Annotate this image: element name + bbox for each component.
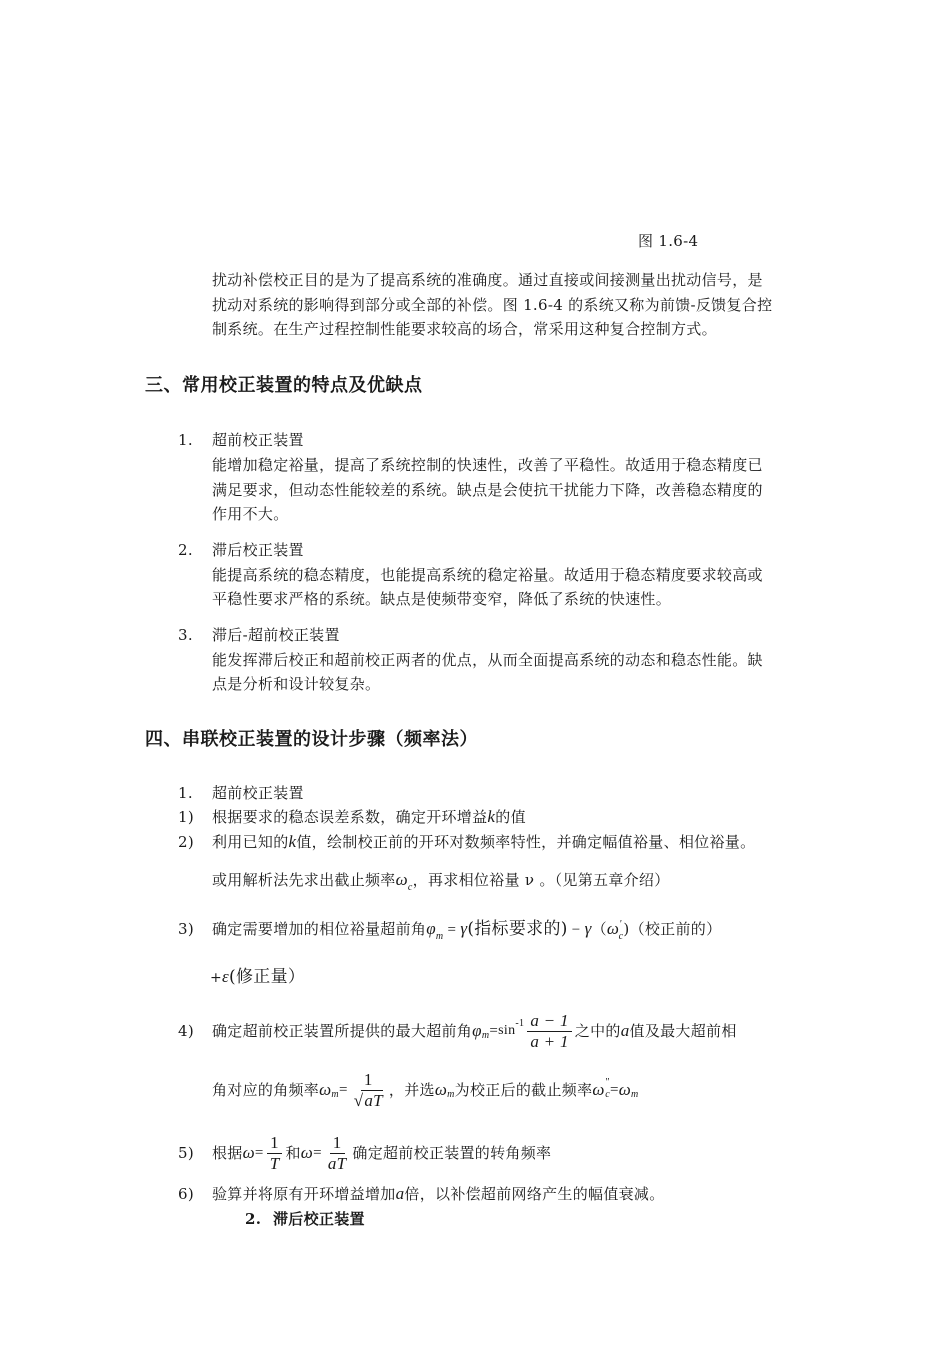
subscript-m: m [435,931,444,942]
equals-sign: = [254,1145,264,1161]
step-4-line2-b: ，并选 [388,1081,435,1099]
s3-item-2-line-2: 平稳性要求严格的系统。缺点是使频带变窄，降低了系统的快速性。 [212,590,672,608]
fraction-denominator [351,1091,386,1111]
section-4-heading: 四、串联校正装置的设计步骤（频率法） [145,729,478,750]
omega-symbol: ω [618,1080,632,1099]
step-6-num: 6) [178,1185,194,1203]
fraction-1-over-aT [325,1133,350,1174]
step-6-text-b: 倍，以补偿超前网络产生的幅值衰减。 [404,1185,665,1203]
omega-symbol: ω [434,1080,448,1099]
step-4-text-c: 值及最大超前相 [629,1022,737,1040]
sin-function: sin [498,1023,516,1038]
step-4-text-b: 之中的 [574,1022,621,1040]
omega-symbol: ω [300,1143,314,1162]
step-4-num: 4) [178,1022,194,1040]
section-3-heading: 三、常用校正装置的特点及优缺点 [145,375,423,396]
step-6-text [212,1182,665,1206]
double-prime-mark: " [604,1077,610,1088]
fraction-numerator: 1 [361,1070,376,1091]
step-3-text-a: 确定需要增加的相位裕量超前角 [212,920,427,938]
step-2-line-1 [212,830,755,854]
omega-symbol: ω [395,870,408,889]
step-3-text-b: （校正前的） [629,920,722,938]
fraction-1-over-sqrt-aT [351,1070,386,1111]
minus-sign: − [567,922,585,938]
step-2-num: 2) [178,833,194,851]
intro-line-1: 扰动补偿校正目的是为了提高系统的准确度。通过直接或间接测量出扰动信号，是 [212,271,763,289]
step-3-line-2 [210,965,305,990]
s3-item-2-num: 2. [178,541,193,559]
s3-item-3-line-2: 点是分析和设计较复杂。 [212,675,381,693]
close-paren: ) [623,920,630,938]
fraction-numerator: 1 [330,1133,345,1154]
omega-symbol: ω [606,919,620,938]
s4-sub-2-num: 2. [245,1210,262,1228]
sqrt-icon: √ [353,1090,364,1110]
subscript-m: m [631,1089,639,1100]
var-a: a [620,1021,630,1040]
s3-item-1-num: 1. [178,431,193,449]
step-2-line2-b: ，再求相位裕量 ν 。（见第五章介绍） [412,871,670,889]
intro-line-2: 扰动对系统的影响得到部分或全部的补偿。图 1.6-4 的系统又称为前馈-反馈复合控 [212,296,773,314]
step-4-line2-a: 角对应的角频率 [212,1081,320,1099]
s3-item-2-line-1: 能提高系统的稳态精度，也能提高系统的稳定裕量。故适用于稳态精度要求较高或 [212,566,763,584]
step-6-text-a: 验算并将原有开环增益增加 [212,1185,396,1203]
gamma-symbol: γ [460,919,468,938]
correction-note: (修正量） [229,967,306,987]
step-5-text-a: 根据 [212,1144,243,1162]
phi-symbol: φ [472,1021,482,1040]
omega-symbol: ω [319,1080,332,1099]
omega-symbol: ω [592,1080,605,1099]
step-1-text [212,805,526,829]
subscript-m: m [331,1089,339,1100]
epsilon-symbol: ε [222,967,230,986]
subscript-c: c [618,931,624,942]
intro-line-3: 制系统。在生产过程控制性能要求较高的场合，常采用这种复合控制方式。 [212,320,717,338]
s3-item-3-title: 滞后-超前校正装置 [212,626,340,644]
subscript-m: m [447,1089,455,1100]
equals-sign: = [443,922,461,938]
step-2-text-a: 利用已知的 [212,833,289,851]
fraction-numerator: 1 [267,1133,282,1154]
step-1-text-a: 根据要求的稳态误差系数，确定开环增益 [212,808,488,826]
s3-item-1-line-1: 能增加稳定裕量，提高了系统控制的快速性，改善了平稳性。故适用于稳态精度已 [212,456,763,474]
s3-item-3-line-1: 能发挥滞后校正和超前校正两者的优点，从而全面提高系统的动态和稳态性能。缺 [212,651,763,669]
step-4-text-a: 确定超前校正装置所提供的最大超前角 [212,1022,473,1040]
step-3-line-1 [212,917,721,944]
step-3-num: 3) [178,920,194,938]
plus-sign: + [210,970,223,986]
s3-item-1-line-3: 作用不大。 [212,505,289,523]
omega-symbol: ω [242,1143,255,1162]
equals-sign: = [313,1145,322,1161]
step-2-line2-a: 或用解析法先求出截止频率 [212,871,396,889]
and-word: 和 [285,1144,301,1162]
subscript-c: c [407,882,413,893]
step-4-line-2 [212,1060,639,1120]
step-5-num: 5) [178,1144,194,1162]
subscript-m: m [481,1030,490,1041]
prime-mark: ' [619,919,622,930]
equals-sign: = [338,1082,348,1098]
fraction-denominator: aT [327,1153,347,1173]
step-1-text-b: 的值 [495,808,526,826]
fraction-denominator: a + 1 [530,1031,569,1051]
var-k: k [288,832,297,851]
fraction-denominator: T [269,1153,280,1173]
equals-sign: = [609,1082,619,1098]
fraction-a-minus-1-over-a-plus-1 [527,1011,571,1052]
s3-item-3-num: 3. [178,626,193,644]
sqrt-radicand: aT [364,1090,383,1110]
var-a: a [395,1184,405,1203]
s3-item-1-title: 超前校正装置 [212,431,304,449]
inverse-exponent: -1 [515,1018,525,1029]
step-2-line-2 [212,868,670,895]
phi-symbol: φ [426,919,436,938]
s4-sub-2-title: 滞后校正装置 [273,1210,365,1228]
figure-caption: 图 1.6-4 [638,232,699,250]
s4-sub-1-title: 超前校正装置 [212,784,304,802]
s3-item-1-line-2: 满足要求，但动态性能较差的系统。缺点是会使抗干扰能力下降，改善稳态精度的 [212,481,763,499]
fraction-numerator: a − 1 [527,1011,571,1032]
s3-item-2-title: 滞后校正装置 [212,541,304,559]
equals-sign: = [489,1023,499,1039]
step-5-text-b: 确定超前校正装置的转角频率 [352,1144,552,1162]
step-1-num: 1) [178,808,194,826]
step-5-line [212,1126,551,1180]
gamma-symbol: γ [584,919,592,938]
var-k: k [487,807,496,826]
step-4-line-1 [212,1003,737,1059]
open-paren: （ [591,920,607,938]
required-note: (指标要求的) [467,919,568,939]
s4-sub-1-num: 1. [178,784,193,802]
step-2-text-b: 值，绘制校正前的开环对数频率特性，并确定幅值裕量、相位裕量。 [296,833,756,851]
step-4-line2-c: 为校正后的截止频率 [454,1081,593,1099]
subscript-c: c [605,1089,610,1100]
fraction-1-over-T [267,1133,283,1174]
